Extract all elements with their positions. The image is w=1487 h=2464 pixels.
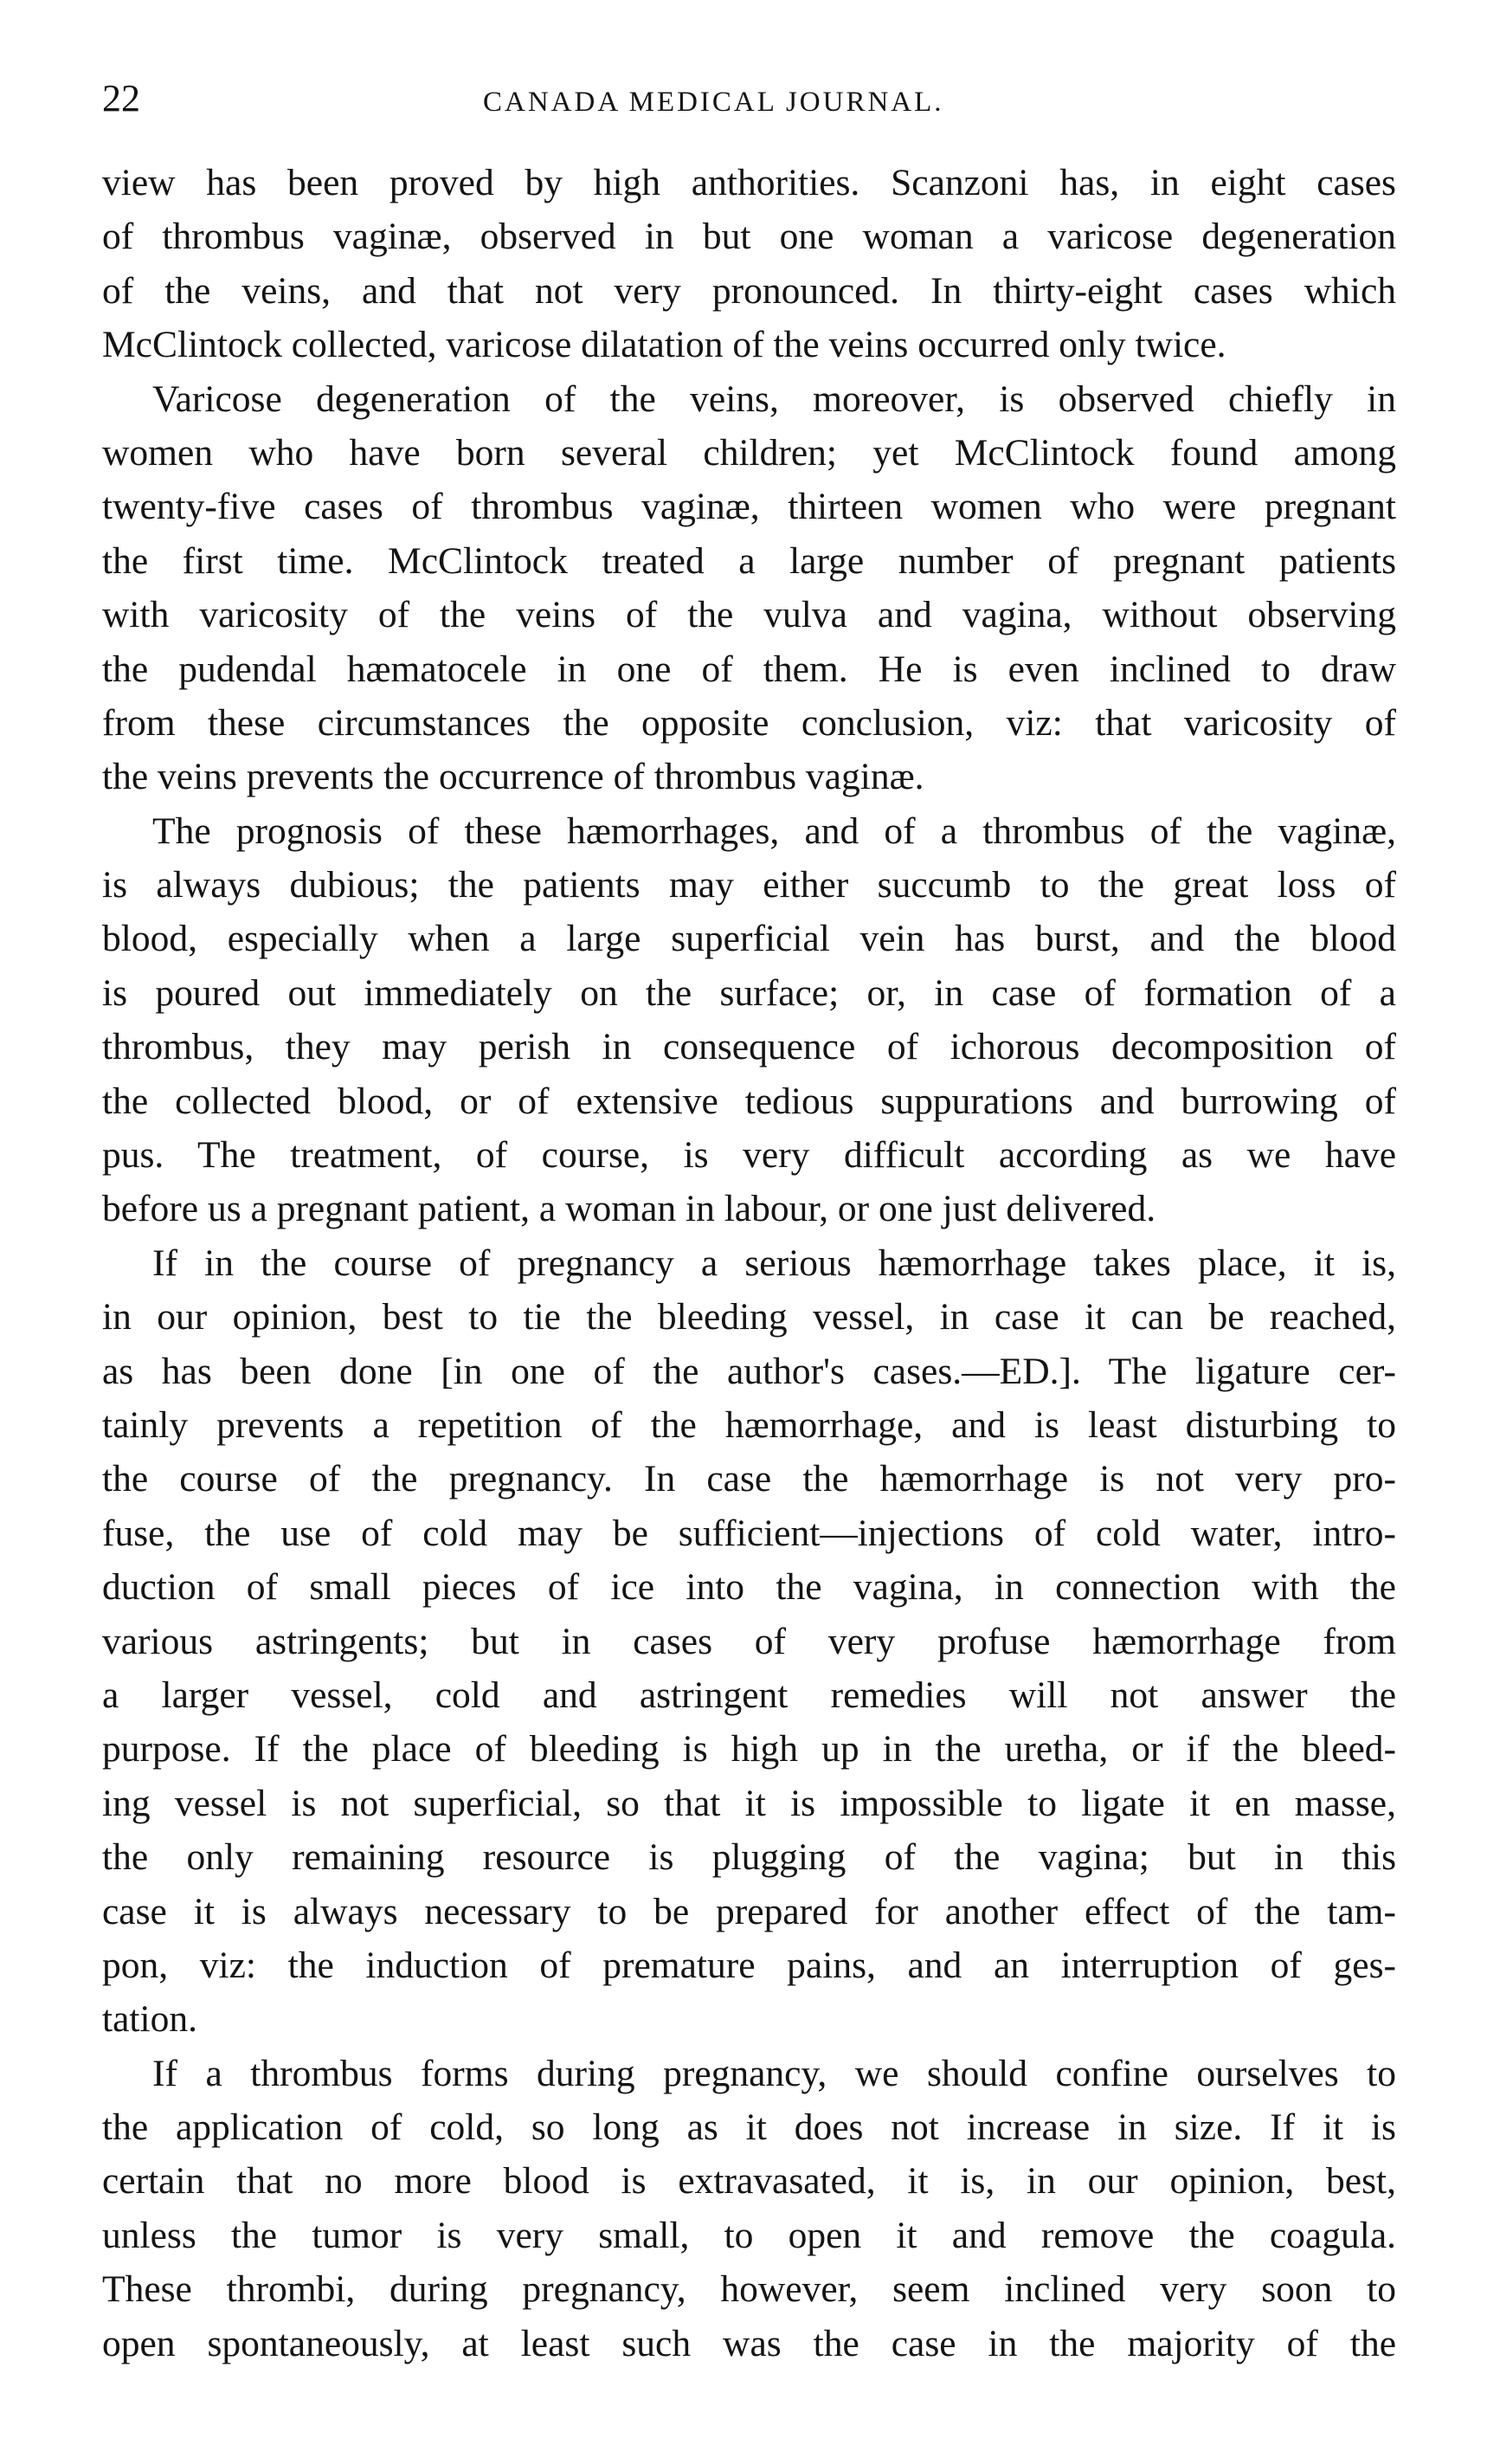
text-line: thrombus, they may perish in consequence of ichorous decomposition of [102,1026,1396,1068]
text-line: of the veins, and that not very pronounced. In thirty-eight cases which [102,269,1396,312]
text-line: is always dubious; the patients may either succumb to the great loss of [102,864,1396,906]
text-line: These thrombi, during pregnancy, however, seem inclined very soon to [102,2268,1396,2311]
text-line: the application of cold, so long as it does not increase in size. If it is [102,2106,1396,2149]
text-line: purpose. If the place of bleeding is high up in the uretha, or if the bleed- [102,1728,1396,1771]
text-line: fuse, the use of cold may be sufficient—injections of cold water, intro- [102,1512,1396,1554]
body-text [102,156,1396,2370]
text-line: women who have born several children; yet McClintock found among [102,431,1396,474]
text-line: case it is always necessary to be prepared for another effect of the tam- [102,1890,1396,1932]
text-line: in our opinion, best to tie the bleeding vessel, in case it can be reached, [102,1296,1396,1338]
text-line: a larger vessel, cold and astringent remedies will not answer the [102,1674,1396,1716]
text-line: from these circumstances the opposite conclusion, viz: that varicosity of [102,701,1396,744]
running-head [102,73,1400,125]
text-line: duction of small pieces of ice into the vagina, in connection with the [102,1566,1396,1609]
text-line: unless the tumor is very small, to open it and remove the coagula. [102,2214,1396,2256]
text-line: Varicose degeneration of the veins, moreover, is observed chiefly in [152,377,1396,420]
text-line: twenty-five cases of thrombus vaginæ, thirteen women who were pregnant [102,486,1396,528]
text-line: If a thrombus forms during pregnancy, we should confine ourselves to [152,2052,1396,2094]
page-number: 22 [102,77,140,119]
text-line: tainly prevents a repetition of the hæmorrhage, and is least disturbing to [102,1403,1396,1446]
text-line: the first time. McClintock treated a large number of pregnant patients [102,539,1396,582]
text-line: the pudendal hæmatocele in one of them. He is even inclined to draw [102,648,1396,690]
text-line: open spontaneously, at least such was the case in the majority of the [102,2322,1396,2364]
text-line: the veins prevents the occurrence of thrombus vaginæ. [102,756,924,798]
text-line: blood, especially when a large superficial vein has burst, and the blood [102,918,1396,960]
text-line: view has been proved by high anthorities. Scanzoni has, in eight cases [102,162,1396,203]
text-line: pon, viz: the induction of premature pains, and an interruption of ges- [102,1944,1396,1986]
text-line: of thrombus vaginæ, observed in but one woman a varicose degeneration [102,216,1396,258]
text-line: ing vessel is not superficial, so that it is impossible to ligate it en masse, [102,1782,1396,1824]
text-line: The prognosis of these hæmorrhages, and of a thrombus of the vaginæ, [152,810,1396,852]
text-line: with varicosity of the veins of the vulva and vagina, without observing [102,594,1396,636]
text-line: If in the course of pregnancy a serious hæmorrhage takes place, it is, [152,1242,1396,1284]
text-line: the course of the pregnancy. In case the hæmorrhage is not very pro- [102,1458,1396,1500]
text-line: pus. The treatment, of course, is very difficult according as we have [102,1134,1396,1177]
text-line: before us a pregnant patient, a woman in labour, or one just delivered. [102,1188,1156,1230]
journal-title: CANADA MEDICAL JOURNAL. [483,87,944,118]
text-line: certain that no more blood is extravasated, it is, in our opinion, best, [102,2160,1396,2203]
text-line: as has been done [in one of the author's cases.—ED.]. The ligature cer- [102,1350,1396,1392]
text-line: the only remaining resource is plugging of the vagina; but in this [102,1836,1396,1879]
text-line: is poured out immediately on the surface; or, in case of formation of a [102,971,1396,1014]
text-line: McClintock collected, varicose dilatation of the veins occurred only twice. [102,324,1226,366]
text-line: the collected blood, or of extensive tedious suppurations and burrowing of [102,1080,1396,1122]
text-line: tation. [102,1998,197,2041]
text-line: various astringents; but in cases of very profuse hæmorrhage from [102,1620,1396,1662]
